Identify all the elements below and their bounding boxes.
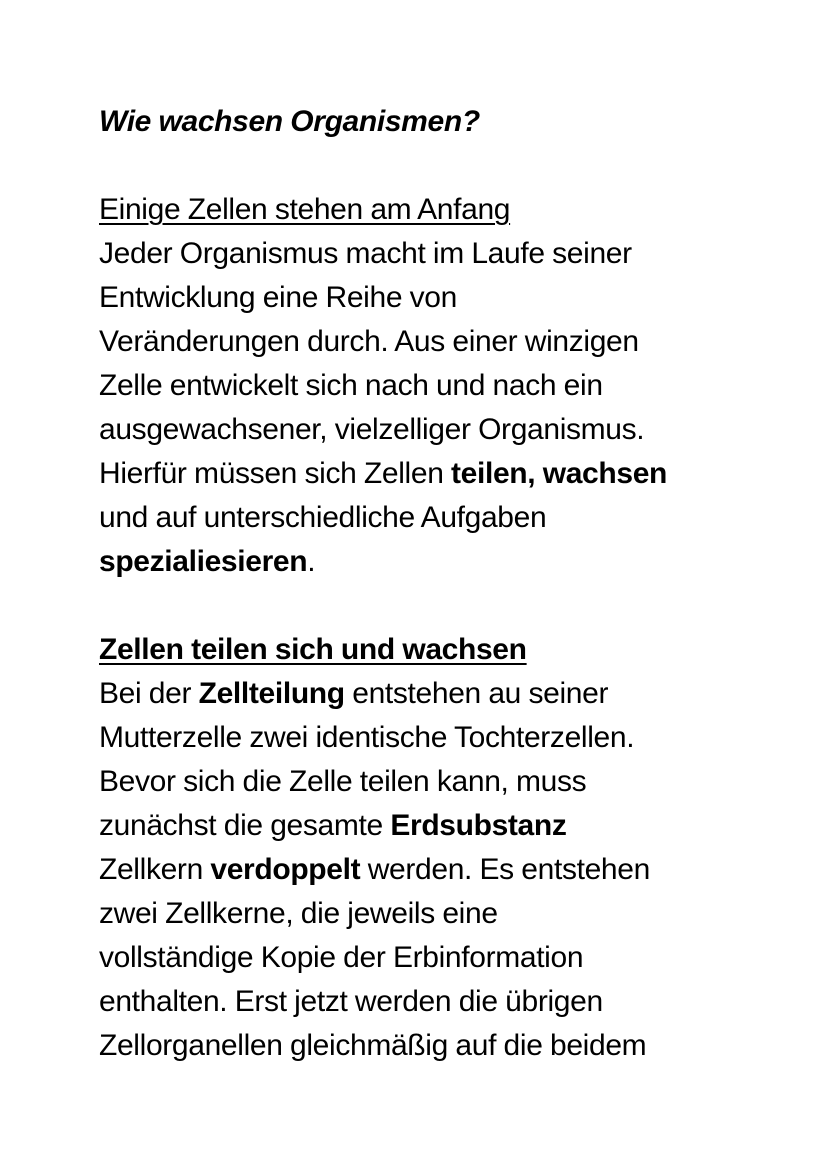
section-1-body <box>99 232 799 584</box>
text-segment: Bevor sich die Zelle teilen kann, muss <box>99 765 587 798</box>
text-line <box>99 672 799 716</box>
text-segment: Jeder Organismus macht im Laufe seiner <box>99 237 632 270</box>
text-line <box>99 320 799 364</box>
text-line <box>99 496 799 540</box>
text-line <box>99 232 799 276</box>
text-line <box>99 408 799 452</box>
text-line <box>99 364 799 408</box>
text-line <box>99 1024 799 1068</box>
text-segment: Entwicklung eine Reihe von <box>99 281 457 314</box>
bold-term: teilen, wachsen <box>451 457 668 490</box>
text-segment: ausgewachsener, vielzelliger Organismus. <box>99 413 645 446</box>
text-segment: zunächst die gesamte <box>99 809 391 842</box>
text-line <box>99 716 799 760</box>
text-segment: Zellkern <box>99 853 211 886</box>
text-segment: Veränderungen durch. Aus einer winzigen <box>99 325 639 358</box>
text-segment: Zelle entwickelt sich nach und nach ein <box>99 369 603 402</box>
text-line <box>99 540 799 584</box>
text-line <box>99 980 799 1024</box>
spacer <box>99 584 799 628</box>
text-line <box>99 848 799 892</box>
bold-term: verdoppelt <box>210 853 361 886</box>
text-segment: Mutterzelle zwei identische Tochterzellen. <box>99 721 635 754</box>
section-1-heading: Einige Zellen stehen am Anfang <box>99 193 511 226</box>
section-2-heading: Zellen teilen sich und wachsen <box>99 633 527 666</box>
section-2-body <box>99 672 799 1068</box>
text-segment: Zellorganellen gleichmäßig auf die beidem <box>99 1029 647 1062</box>
text-segment: . <box>307 545 316 578</box>
document-title: Wie wachsen Organismen? <box>99 105 480 138</box>
text-segment: Bei der <box>99 677 199 710</box>
text-line <box>99 936 799 980</box>
text-line <box>99 452 799 496</box>
text-line <box>99 804 799 848</box>
text-line <box>99 892 799 936</box>
document-content <box>99 100 799 1068</box>
text-segment: werden. Es entstehen <box>360 853 650 886</box>
text-line <box>99 760 799 804</box>
text-segment: vollständige Kopie der Erbinformation <box>99 941 584 974</box>
text-segment: Hierfür müssen sich Zellen <box>99 457 452 490</box>
spacer <box>99 144 799 188</box>
text-segment: zwei Zellkerne, die jeweils eine <box>99 897 498 930</box>
bold-term: Erdsubstanz <box>390 809 567 842</box>
text-segment: entstehen au seiner <box>344 677 609 710</box>
text-segment: und auf unterschiedliche Aufgaben <box>99 501 547 534</box>
text-line <box>99 276 799 320</box>
bold-term: Zellteilung <box>198 677 345 710</box>
bold-term: spezialiesieren <box>99 545 308 578</box>
text-segment: enthalten. Erst jetzt werden die übrigen <box>99 985 603 1018</box>
